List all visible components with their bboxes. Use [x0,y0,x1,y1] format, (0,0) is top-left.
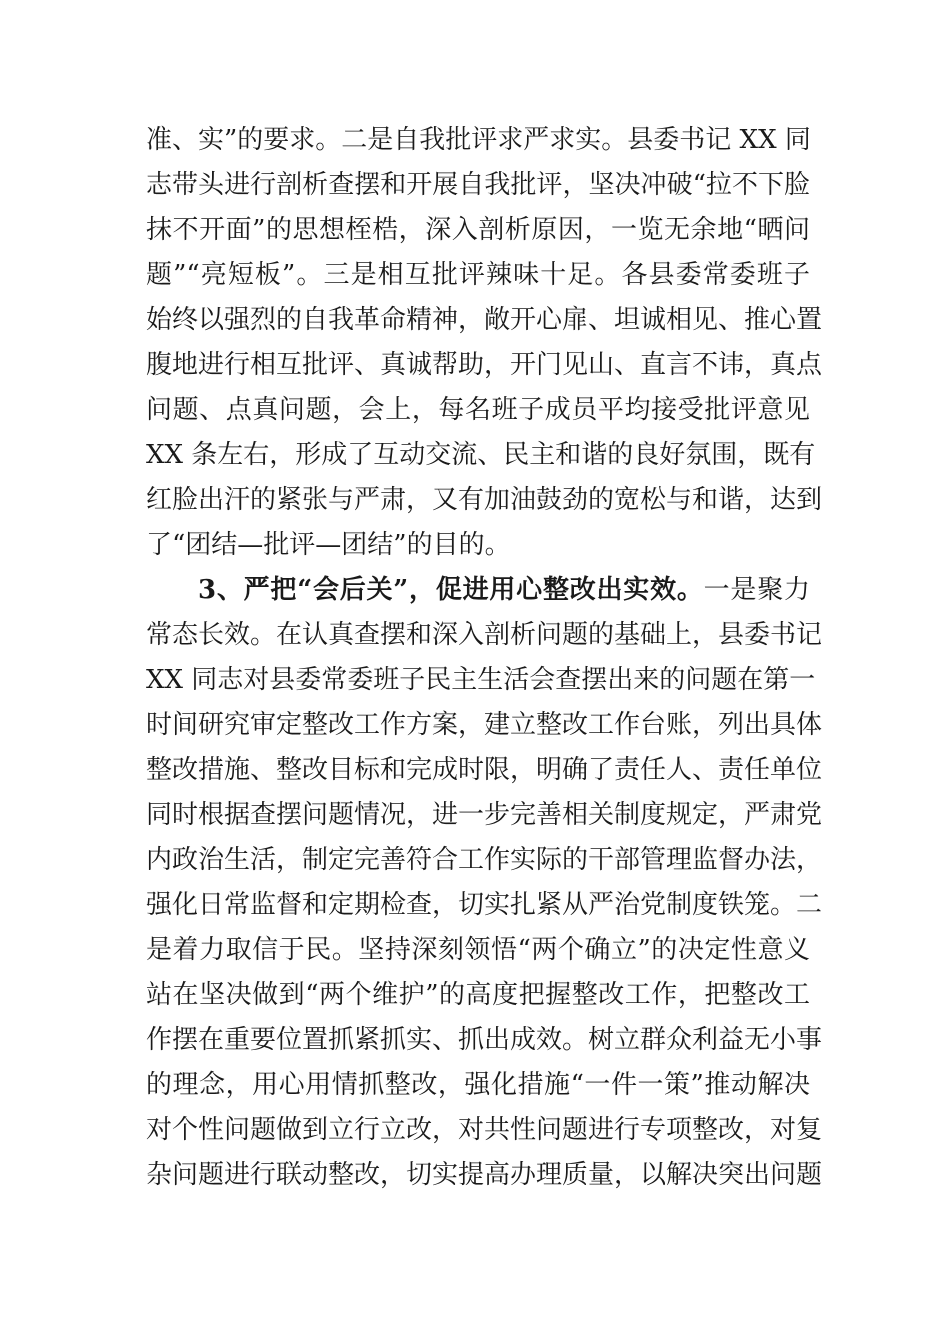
text-line: XX 条左右，形成了互动交流、民主和谐的良好氛围，既有 [146,440,816,470]
text-line: 站在坚决做到“两个维护”的高度把握整改工作，把整改工 [146,980,810,1010]
text-line: 腹地进行相互批评、真诚帮助，开门见山、直言不讳，真点 [146,350,823,380]
section-heading: 3、严把“会后关”，促进用心整改出实效。 [198,575,704,605]
heading-continuation: 一是聚力 [703,575,810,605]
text-line: 了“团结—批评—团结”的目的。 [146,530,511,560]
text-line: 内政治生活，制定完善符合工作实际的干部管理监督办法， [146,845,823,875]
text-line: 是着力取信于民。坚持深刻领悟“两个确立”的决定性意义 [146,935,810,965]
text-line: 志带头进行剖析查摆和开展自我批评，坚决冲破“拉不下脸 [146,170,810,200]
text-line: 始终以强烈的自我革命精神，敞开心扉、坦诚相见、推心置 [146,305,823,335]
text-line: 杂问题进行联动整改，切实提高办理质量，以解决突出问题 [146,1160,823,1190]
text-line: 准、实”的要求。二是自我批评求严求实。县委书记 XX 同 [146,125,811,155]
text-line: 对个性问题做到立行立改，对共性问题进行专项整改，对复 [146,1115,823,1145]
text-line: 时间研究审定整改工作方案，建立整改工作台账，列出具体 [146,710,823,740]
text-line: 强化日常监督和定期检查，切实扎紧从严治党制度铁笼。二 [146,890,823,920]
text-line: 整改措施、整改目标和完成时限，明确了责任人、责任单位 [146,755,823,785]
text-line: XX 同志对县委常委班子民主生活会查摆出来的问题在第一 [146,665,816,695]
text-line: 的理念，用心用情抓整改，强化措施“一件一策”推动解决 [146,1070,810,1100]
text-line: 问题、点真问题，会上，每名班子成员平均接受批评意见 [146,395,810,425]
text-line: 常态长效。在认真查摆和深入剖析问题的基础上，县委书记 [146,620,823,650]
section-heading-line [198,568,810,612]
text-line: 作摆在重要位置抓紧抓实、抓出成效。树立群众利益无小事 [146,1025,823,1055]
text-line: 抹不开面”的思想桎梏，深入剖析原因，一览无余地“晒问 [146,215,810,245]
text-line: 题”“亮短板”。三是相互批评辣味十足。各县委常委班子 [146,260,810,290]
text-line: 红脸出汗的紧张与严肃，又有加油鼓劲的宽松与和谐，达到 [146,485,823,515]
text-line: 同时根据查摆问题情况，进一步完善相关制度规定，严肃党 [146,800,823,830]
